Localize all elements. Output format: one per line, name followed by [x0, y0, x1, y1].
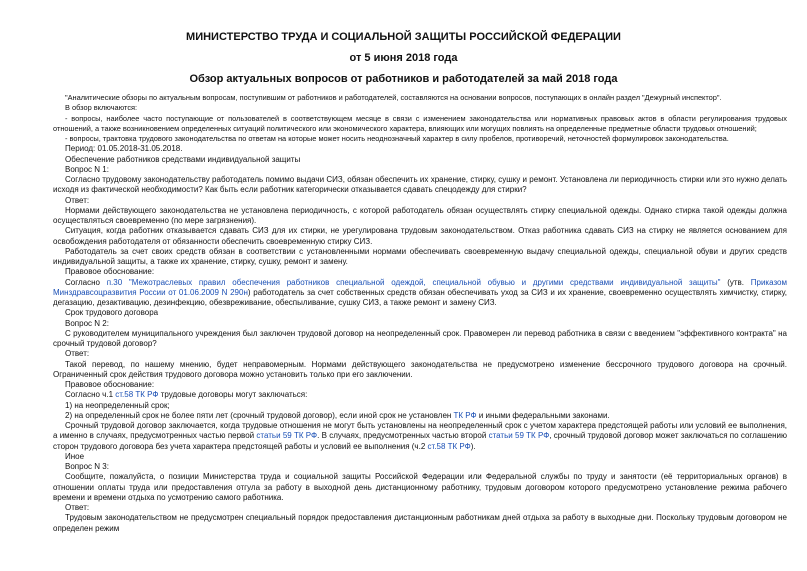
answer-2-paragraph-2	[53, 421, 787, 452]
question-label-2: Вопрос N 2:	[65, 318, 109, 328]
period-line: Период: 01.05.2018-31.05.2018.	[65, 144, 183, 154]
legal-text: Срочный трудовой договор заключается, когда трудовые отношения не могут быть установлены на неопределенный срок с учетом характера предстоящей работы или условий ее выполнения, а именно в случаях, предусмотренных частью первой	[53, 421, 787, 441]
intro-paragraph: "Аналитические обзоры по актуальным вопросам, поступившим от работников и работодателей, составляются на основании вопросов, поступающих в онлайн раздел "Дежурный инспектор".	[65, 93, 722, 102]
answer-label-1: Ответ:	[65, 195, 90, 205]
topic-heading-1: Обеспечение работников средствами индивидуальной защиты	[65, 154, 301, 164]
answer-2-paragraph-1: Такой перевод, по нашему мнению, будет неправомерным. Нормами действующего законодательства не предусмотрено изменение бессрочного трудового договора на срочный. Ограниченный срок действия трудового договора можно установить только при его заключении.	[53, 359, 787, 379]
legal-basis-label-2: Правовое обоснование:	[65, 380, 155, 389]
legal-text: ) работодатель за счет собственных средств обязан обеспечивать уход за СИЗ и их хранение, своевременно осуществлять химчистку, стирку, дегазацию, дезактивацию, дезинфекцию, обезвреживание, обеспыливание, сушку СИЗ, а также ремонт и замену СИЗ.	[53, 287, 788, 307]
answer-label-3: Ответ:	[65, 503, 90, 512]
legal-basis-2	[53, 390, 787, 400]
question-text-2: С руководителем муниципального учреждения был заключен трудовой договор на неопределенный срок. Правомерен ли перевод работника в связи с введением "эффективного контракта" на срочный трудовой договор?	[53, 328, 787, 348]
question-label-1: Вопрос N 1:	[65, 164, 109, 174]
question-text-3: Сообщите, пожалуйста, о позиции Министерства труда и социальной защиты Российской Федерации или Федеральной службы по труду и занятости (её территориальных органов) в отношении оплаты труда или предоставления отгула за работу в выходной день дистанционному работнику, трудовым договором которого предусмотрено установление режима рабочего времени и времени отдыха по усмотрению самого работника.	[53, 472, 787, 502]
legal-text: и иными федеральными законами.	[476, 410, 610, 420]
link-tk-rf[interactable]: ТК РФ	[453, 410, 477, 420]
topic-heading-2: Срок трудового договора	[65, 308, 159, 318]
answer-1-paragraph-3: Работодатель за счет своих средств обязан в соответствии с установленными нормами обеспечивать своевременную выдачу специальной одежды, специальной обуви и других средств индивидуальной защиты, а также их хранение, стирку, сушку, ремонт и замену.	[53, 246, 787, 266]
link-st59-tk-rf-2[interactable]: статьи 59 ТК РФ	[488, 431, 550, 441]
legal-text: ).	[470, 441, 476, 451]
question-text-1: Согласно трудовому законодательству работодатель помимо выдачи СИЗ, обязан обеспечить их хранение, стирку, сушку и ремонт. Установлена ли периодичность стирки или это нужно делать исходя из фактической необходимости? Как быть если работник категорически отказывается сдавать спецодежду для стирки?	[53, 175, 787, 195]
legal-text: (утв.	[720, 277, 751, 287]
answer-1-paragraph-2: Ситуация, когда работник отказывается сдавать СИЗ для их стирки, не урегулирована трудовым законодательством. Отказ работника сдавать СИЗ на стирку не является основанием для освобождения работодателя от обязанности обеспечить своевременную стирку СИЗ.	[53, 226, 787, 246]
includes-heading: В обзор включаются:	[65, 103, 138, 113]
legal-text: Согласно	[65, 277, 107, 287]
legal-text: . В случаях, предусмотренных частью второй	[317, 431, 489, 441]
legal-basis-label-1: Правовое обоснование:	[65, 267, 155, 277]
legal-text: трудовые договоры могут заключаться:	[158, 390, 308, 400]
link-st59-tk-rf[interactable]: статьи 59 ТК РФ	[256, 431, 318, 441]
document-body	[53, 93, 787, 534]
link-prikaz-290n[interactable]: Приказом Минздравсоцразвития России от 01.06.2009 N 290н	[53, 277, 787, 297]
document-title: Обзор актуальных вопросов от работников и работодателей за май 2018 года	[189, 73, 618, 85]
link-st58-tk-rf-2[interactable]: ст.58 ТК РФ	[427, 441, 471, 451]
answer-3-paragraph-1: Трудовым законодательством не предусмотрен специальный порядок предоставления дистанционным работникам дней отдыха за работу в выходные дни. Поскольку трудовым договором не определен режим	[53, 513, 787, 533]
question-label-3: Вопрос N 3:	[65, 462, 109, 471]
legal-item-2	[53, 411, 787, 421]
answer-label-2: Ответ:	[65, 349, 90, 359]
legal-item-1: 1) на неопределенный срок;	[65, 400, 170, 410]
topic-heading-3: Иное	[65, 451, 85, 461]
legal-text: 2) на определенный срок не более пяти лет (срочный трудовой договор), если иной срок не установлен	[65, 410, 454, 420]
include-item-1: - вопросы, наиболее часто поступающие от пользователей в соответствующем месяце в связи с изменением законодательства или нормативных правовых актов в области регулирования трудовых отношений, а также возникновением определенных ситуаций политического или экономического характера, влияющих или могущих повлиять на определенные предметные области трудовых отношений;	[53, 113, 787, 133]
legal-basis-1	[53, 278, 787, 309]
link-st58-tk-rf[interactable]: ст.58 ТК РФ	[115, 390, 159, 400]
answer-1-paragraph-1: Нормами действующего законодательства не установлена периодичность, с которой работодатель обязан осуществлять стирку специальной одежды. Однако стирка такой одежды должна осуществляться своевременно (по мере загрязнения).	[53, 205, 787, 225]
link-mezhotraslevye-pravila[interactable]: п.30 "Межотраслевых правил обеспечения работников специальной одеждой, специальной обувью и другими средствами индивидуальной защиты"	[106, 277, 721, 287]
include-item-2: - вопросы, трактовка трудового законодательства по ответам на которые может носить неоднозначный характер в силу пробелов, противоречий, неточностей формулировок законодательства.	[65, 134, 729, 143]
legal-text: Согласно ч.1	[65, 390, 116, 400]
ministry-heading: МИНИСТЕРСТВО ТРУДА И СОЦИАЛЬНОЙ ЗАЩИТЫ РОССИЙСКОЙ ФЕДЕРАЦИИ	[186, 31, 621, 43]
legal-text: , срочный трудовой договор может заключаться по соглашению сторон трудового договора без учета характера предстоящей работы и условий ее выполнения (ч.2	[53, 431, 788, 451]
document-date: от 5 июня 2018 года	[349, 52, 458, 64]
